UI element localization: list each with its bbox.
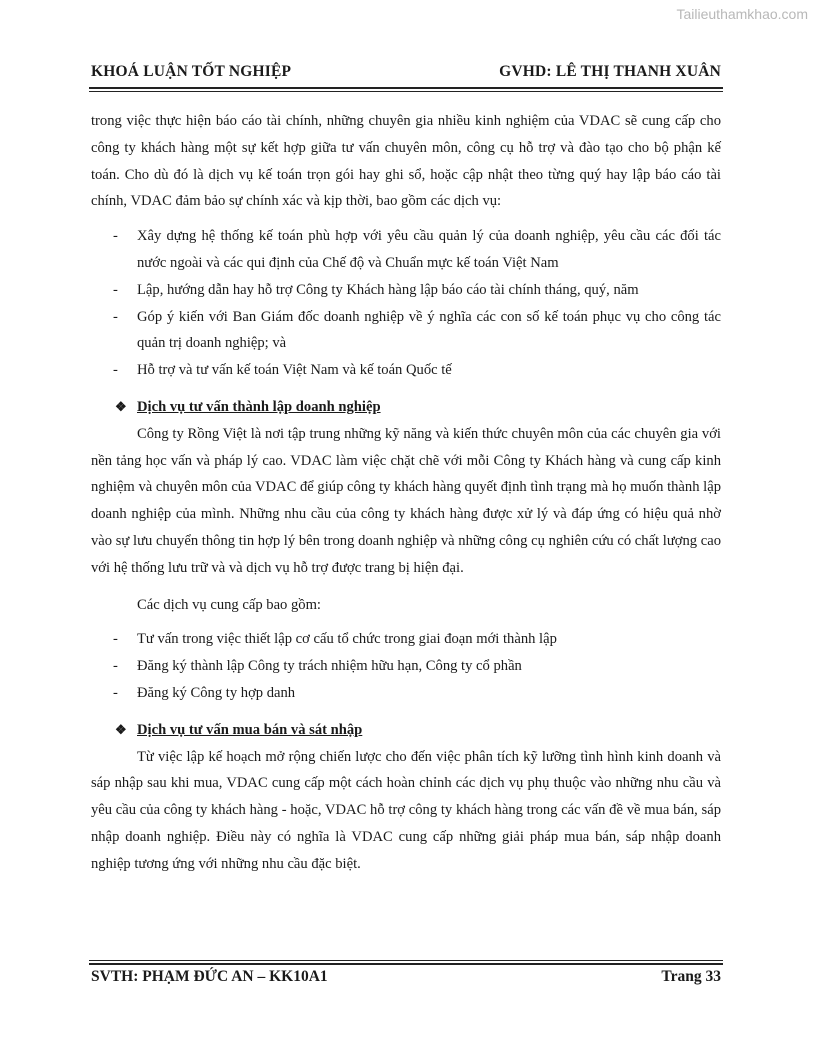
list-item: - Tư vấn trong việc thiết lập cơ cấu tổ chức trong giai đoạn mới thành lập [91,626,721,653]
list-item: - Lập, hướng dẫn hay hỗ trợ Công ty Khách hàng lập báo cáo tài chính tháng, quý, năm [91,277,721,304]
page-body [91,108,721,878]
section-heading-text: Dịch vụ tư vấn thành lập doanh nghiệp [137,398,381,415]
diamond-bullet-icon: ❖ [115,721,127,737]
footer-rule [89,960,723,965]
list-item: - Đăng ký Công ty hợp danh [91,680,721,707]
list-item: - Đăng ký thành lập Công ty trách nhiệm hữu hạn, Công ty cổ phần [91,653,721,680]
establishment-services-list [91,626,721,706]
page-number: Trang 33 [661,968,721,985]
section-heading-text: Dịch vụ tư vấn mua bán và sát nhập [137,721,363,738]
accounting-services-list [91,223,721,384]
establishment-paragraph: Công ty Rồng Việt là nơi tập trung những kỹ năng và kiến thức chuyên môn của các chuyên gia với nền tảng học vấn và pháp lý cao. VDAC làm việc chặt chẽ với mỗi Công ty Khách hàng và cung cấp kinh nghiệm và chuyên môn của VDAC để giúp công ty khách hàng quyết định tình trạng mà họ muốn thành lập doanh nghiệp của mình. Những nhu cầu của công ty khách hàng được xử lý và đáp ứng có hiệu quả nhờ vào sự lưu chuyển thông tin hợp lý bên trong doanh nghiệp và những công cụ nghiên cứu có chất lượng cao với hệ thống lưu trữ và và dịch vụ hỗ trợ được trang bị hiện đại. [91,425,721,576]
list-item: - Góp ý kiến với Ban Giám đốc doanh nghiệp về ý nghĩa các con số kế toán phục vụ cho công tác quản trị doanh nghiệp; và [91,304,721,358]
header-advisor: GVHD: LÊ THỊ THANH XUÂN [499,63,721,80]
header-rule [89,87,723,92]
page-header [91,63,721,81]
footer-student: SVTH: PHẠM ĐỨC AN – KK10A1 [91,968,328,985]
intro-paragraph: trong việc thực hiện báo cáo tài chính, những chuyên gia nhiều kinh nghiệm của VDAC sẽ cung cấp cho công ty khách hàng một sự kết hợp giữa tư vấn chuyên môn, công cụ hỗ trợ và đào tạo cho bộ phận kế toán. Cho dù đó là dịch vụ kế toán trọn gói hay ghi sổ, hoặc cập nhật theo từng quý hay lập báo cáo tài chính, VDAC đảm bảo sự chính xác và kịp thời, bao gồm các dịch vụ: [91,113,721,210]
section-heading-merger [115,717,721,744]
diamond-bullet-icon: ❖ [115,398,127,414]
section-heading-establishment [115,394,721,421]
page-footer [91,968,721,986]
header-thesis-title: KHOÁ LUẬN TỐT NGHIỆP [91,63,292,80]
list-item: - Xây dựng hệ thống kế toán phù hợp với yêu cầu quản lý của doanh nghiệp, yêu cầu các đối tác nước ngoài và các qui định của Chế độ và Chuẩn mực kế toán Việt Nam [91,223,721,277]
watermark-text: Tailieuthamkhao.com [676,6,808,22]
merger-paragraph: Từ việc lập kế hoạch mở rộng chiến lược cho đến việc phân tích kỹ lưỡng tình hình kinh doanh và sáp nhập sau khi mua, VDAC cung cấp một cách hoàn chỉnh các dịch vụ phụ thuộc vào những nhu cầu và yêu cầu của công ty khách hàng - hoặc, VDAC hỗ trợ công ty khách hàng trong các vấn đề về mua bán, sáp nhập doanh nghiệp. Điều này có nghĩa là VDAC cung cấp những giải pháp mua bán, sáp nhập doanh nghiệp tương ứng với những nhu cầu đặc biệt. [91,748,721,872]
list-item: - Hỗ trợ và tư vấn kế toán Việt Nam và kế toán Quốc tế [91,357,721,384]
services-intro: Các dịch vụ cung cấp bao gồm: [137,596,321,613]
